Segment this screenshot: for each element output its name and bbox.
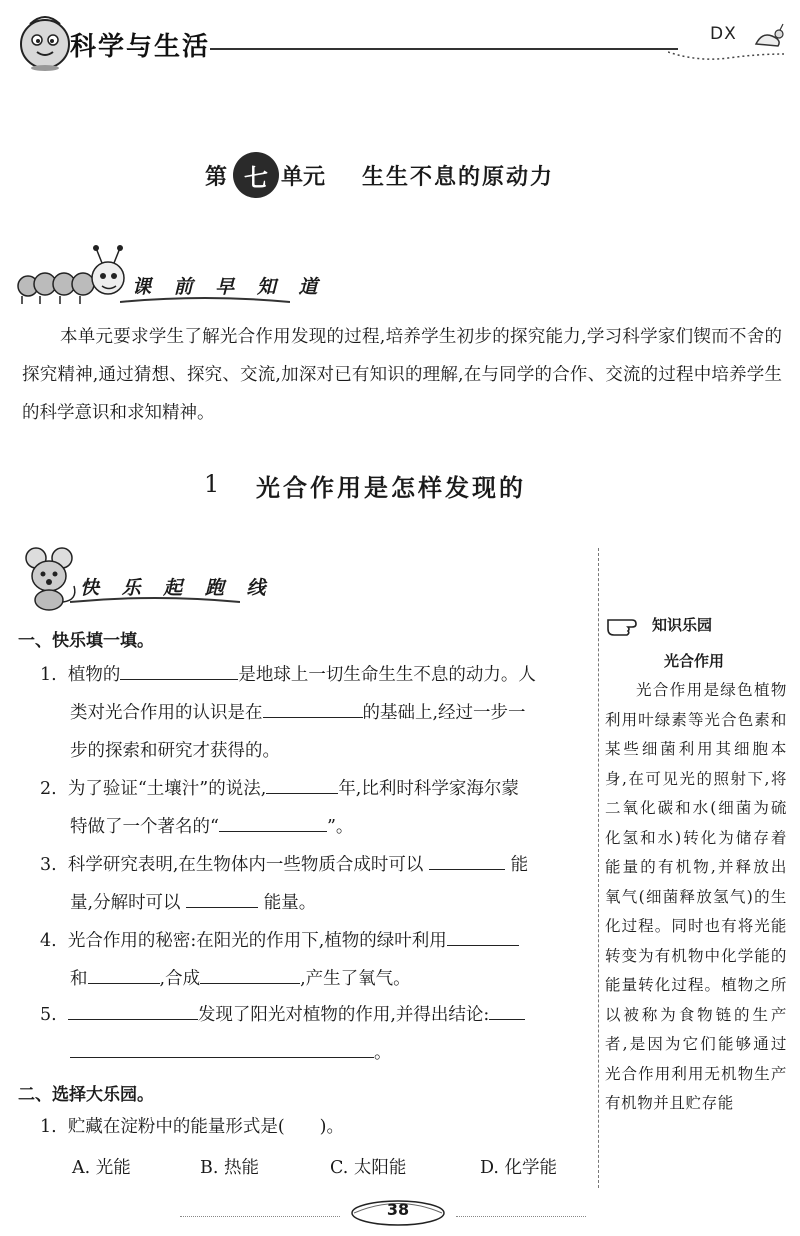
q5-text-a: 发现了阳光对植物的作用,并得出结论: bbox=[197, 1005, 490, 1025]
page-number: 38 bbox=[386, 1200, 410, 1219]
unit-number: 七 bbox=[244, 164, 268, 192]
pointing-hand-icon bbox=[606, 612, 650, 638]
banner-pre-class-label: 课 前 早 知 道 bbox=[132, 276, 326, 298]
q4-blank-2[interactable] bbox=[88, 965, 160, 984]
c1-text[interactable]: 贮藏在淀粉中的能量形式是( )。 bbox=[67, 1117, 344, 1137]
question-4 bbox=[40, 922, 592, 998]
question-2 bbox=[40, 770, 592, 846]
header-dotted-curve bbox=[668, 50, 784, 64]
question-5 bbox=[40, 996, 592, 1072]
q2-text-b: 年,比利时科学家海尔蒙 bbox=[338, 779, 519, 799]
unit-prefix: 第 bbox=[205, 165, 228, 190]
question-1 bbox=[40, 656, 592, 770]
unit-title-block bbox=[205, 152, 605, 198]
q1-text-d: 的基础上,经过一步一 bbox=[362, 703, 526, 723]
unit-title: 生生不息的原动力 bbox=[362, 165, 555, 190]
snail-icon bbox=[752, 22, 788, 52]
section-choice-heading: 二、选择大乐园。 bbox=[18, 1085, 154, 1105]
header-code: DX bbox=[710, 24, 737, 44]
lesson-title: 光合作用是怎样发现的 bbox=[256, 474, 526, 502]
q4-text-a: 光合作用的秘密:在阳光的作用下,植物的绿叶利用 bbox=[67, 931, 447, 951]
q2-number: 2. bbox=[40, 779, 57, 799]
q2-text-d: ”。 bbox=[326, 817, 354, 837]
q4-text-c: ,合成 bbox=[159, 969, 201, 989]
q3-text-d: 能量。 bbox=[263, 893, 317, 913]
q1-text-e: 步的探索和研究才获得的。 bbox=[70, 741, 280, 761]
lesson-number: 1 bbox=[204, 470, 220, 498]
q5-blank-2[interactable] bbox=[489, 1001, 525, 1020]
q3-text-a: 科学研究表明,在生物体内一些物质合成时可以 bbox=[67, 855, 424, 875]
section-fill-in-heading: 一、快乐填一填。 bbox=[18, 631, 154, 651]
q1-text-b: 是地球上一切生命生生不息的动力。人 bbox=[238, 665, 536, 685]
q4-text-d: ,产生了氧气。 bbox=[300, 969, 411, 989]
sidebar-title: 光合作用 bbox=[663, 652, 724, 670]
q5-blank-1[interactable] bbox=[68, 1001, 198, 1020]
choice-option-a[interactable]: A. 光能 bbox=[72, 1158, 131, 1178]
unit-suffix: 单元 bbox=[281, 165, 326, 190]
sidebar-body: 光合作用是绿色植物利用叶绿素等光合色素和某些细菌利用其细胞本身,在可见光的照射下,将二氧化碳和水(细菌为硫化氢和水)转化为储存着能量的有机物,并释放出氧气(细菌释放氢气)的生化过程。同时也有将光能转变为有机物中化学能的能量转化过程。植物之所以被称为食物链的生产者,是因为它们能够通过光合作用利用无机物生产有机物并且贮存能 bbox=[605, 681, 787, 1112]
choice-option-b[interactable]: B. 热能 bbox=[200, 1158, 259, 1178]
q2-blank-1[interactable] bbox=[266, 775, 338, 794]
banner-swoosh bbox=[120, 296, 290, 306]
q4-text-b: 和 bbox=[70, 969, 88, 989]
unit-intro-paragraph: 本单元要求学生了解光合作用发现的过程,培养学生初步的探究能力,学习科学家们锲而不舍的探究精神,通过猜想、探究、交流,加深对已有知识的理解,在与同学的合作、交流的过程中培养学生的科学意识和求知精神。 bbox=[22, 327, 782, 423]
q3-text-c: 量,分解时可以 bbox=[70, 893, 181, 913]
q3-blank-2[interactable] bbox=[186, 889, 258, 908]
sidebar-header: 知识乐园 bbox=[652, 616, 713, 634]
choice-option-d[interactable]: D. 化学能 bbox=[480, 1158, 558, 1178]
q5-number: 5. bbox=[40, 1005, 57, 1025]
header-title: 科学与生活 bbox=[70, 32, 211, 62]
q4-blank-1[interactable] bbox=[447, 927, 519, 946]
q3-number: 3. bbox=[40, 855, 57, 875]
q2-text-c: 特做了一个著名的“ bbox=[70, 817, 219, 837]
banner-warmup-label: 快 乐 起 跑 线 bbox=[80, 577, 274, 599]
column-divider bbox=[598, 548, 599, 1188]
q2-blank-2[interactable] bbox=[219, 813, 327, 832]
q1-blank-2[interactable] bbox=[263, 699, 363, 718]
q1-number: 1. bbox=[40, 665, 57, 685]
header-rule bbox=[210, 48, 678, 50]
q3-blank-1[interactable] bbox=[429, 851, 505, 870]
question-3 bbox=[40, 846, 592, 922]
caterpillar-icon bbox=[14, 244, 134, 314]
q1-blank-1[interactable] bbox=[120, 661, 238, 680]
footer-rule-right bbox=[456, 1216, 586, 1217]
q5-blank-3[interactable] bbox=[70, 1039, 374, 1058]
q4-number: 4. bbox=[40, 931, 57, 951]
choice-option-c[interactable]: C. 太阳能 bbox=[330, 1158, 407, 1178]
q1-text-c: 类对光合作用的认识是在 bbox=[70, 703, 263, 723]
q2-text-a: 为了验证“土壤汁”的说法, bbox=[67, 779, 267, 799]
c1-number: 1. bbox=[40, 1117, 57, 1137]
q5-text-b: 。 bbox=[374, 1043, 392, 1063]
banner-swoosh-2 bbox=[70, 596, 240, 606]
q4-blank-3[interactable] bbox=[200, 965, 300, 984]
footer-rule-left bbox=[180, 1216, 340, 1217]
choice-question-1 bbox=[40, 1108, 592, 1146]
q1-text-a: 植物的 bbox=[67, 665, 121, 685]
q3-text-b: 能 bbox=[510, 855, 529, 875]
